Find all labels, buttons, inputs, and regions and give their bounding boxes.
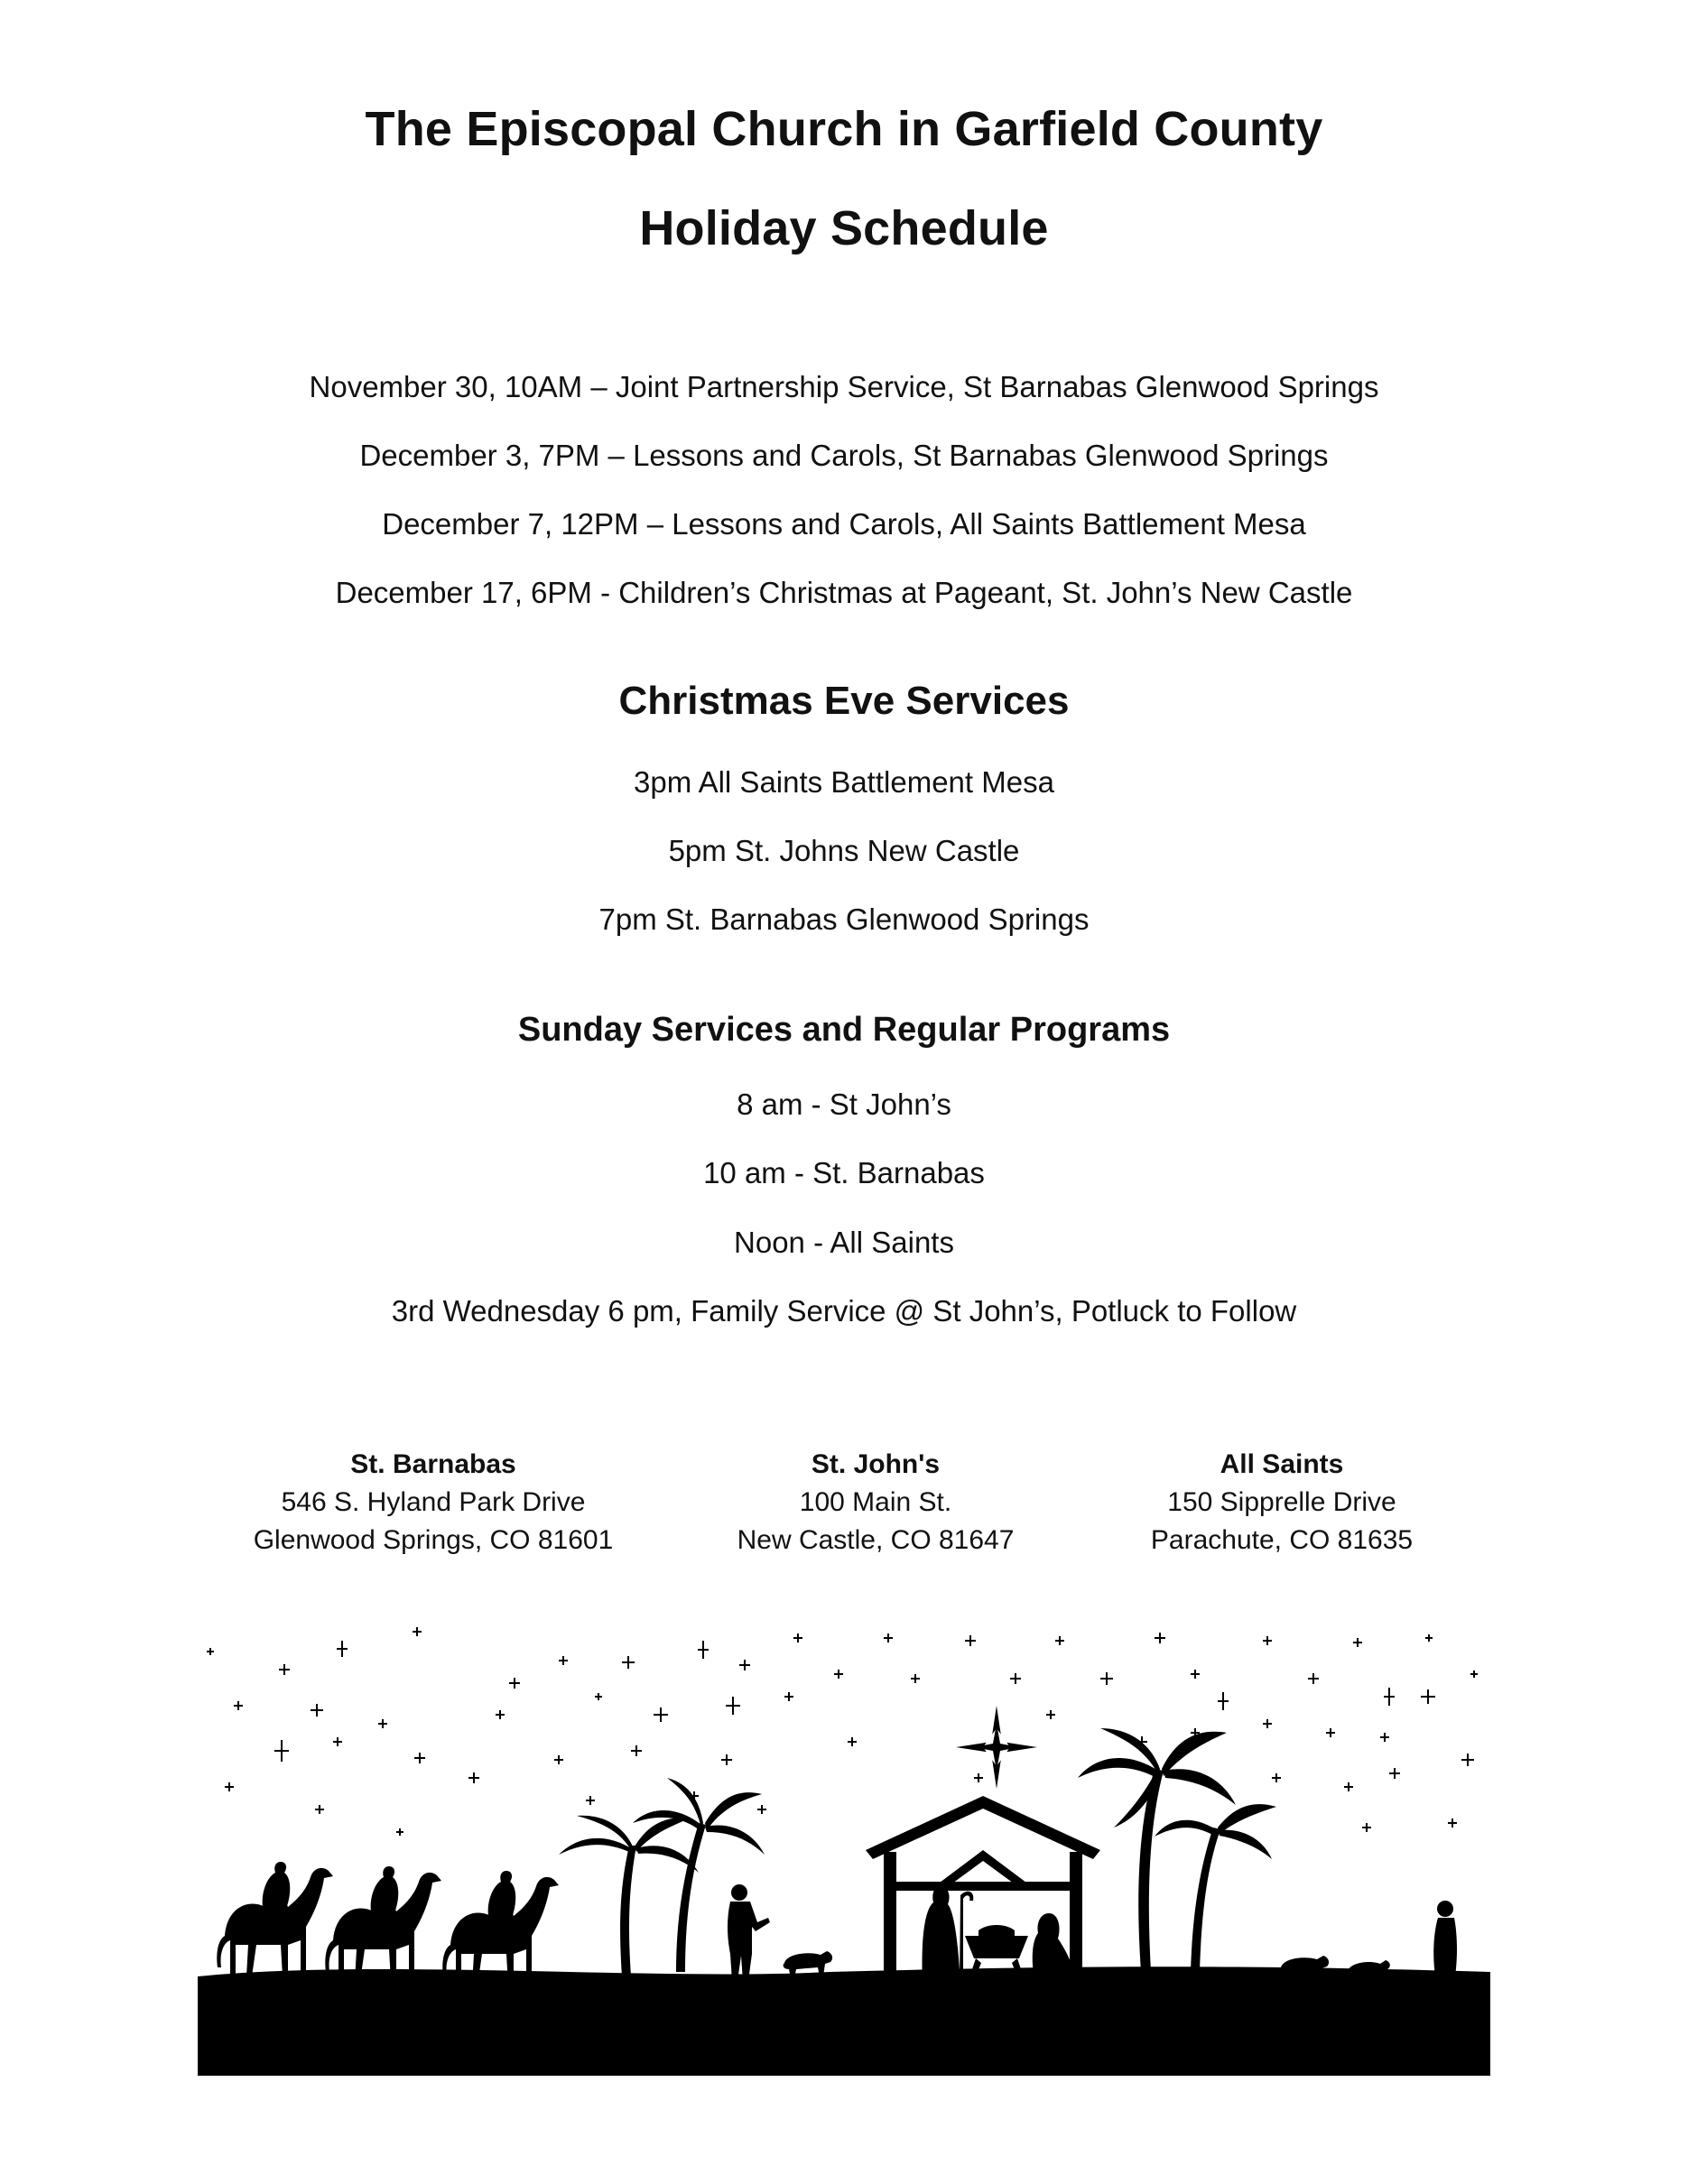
child-figure-icon [1433, 1901, 1457, 1981]
location-street: 100 Main St. [799, 1487, 952, 1517]
camel-3-icon [442, 1871, 559, 1985]
christmas-eve-item: 7pm St. Barnabas Glenwood Springs [598, 902, 1090, 936]
palm-trees-right-icon [1078, 1728, 1276, 1972]
page-subtitle: Holiday Schedule [639, 201, 1049, 255]
nativity-silhouette-icon [198, 1615, 1490, 2076]
location-st-barnabas [199, 1446, 668, 1559]
event-item: December 7, 12PM – Lessons and Carols, All Saints Battlement Mesa [382, 507, 1306, 541]
location-name: St. Barnabas [350, 1449, 516, 1479]
event-item: December 3, 7PM – Lessons and Carols, St Barnabas Glenwood Springs [359, 439, 1329, 472]
location-city: New Castle, CO 81647 [737, 1525, 1015, 1555]
event-item: November 30, 10AM – Joint Partnership Service, St Barnabas Glenwood Springs [309, 370, 1379, 403]
location-all-saints [1047, 1446, 1516, 1559]
stars-icon [207, 1627, 1478, 1836]
sunday-item: 10 am - St. Barnabas [703, 1156, 985, 1189]
shepherd-icon [728, 1884, 770, 1981]
christmas-eve-item: 5pm St. Johns New Castle [668, 834, 1020, 867]
location-city: Parachute, CO 81635 [1150, 1525, 1414, 1555]
camel-1-icon [217, 1862, 333, 1976]
sunday-item: 3rd Wednesday 6 pm, Family Service @ St John’s, Potluck to Follow [391, 1294, 1297, 1328]
sunday-heading: Sunday Services and Regular Programs [517, 1011, 1171, 1049]
location-street: 546 S. Hyland Park Drive [281, 1487, 586, 1517]
sunday-item: Noon - All Saints [734, 1226, 954, 1259]
location-st-johns [641, 1446, 1110, 1559]
location-name: All Saints [1220, 1449, 1344, 1479]
location-name: St. John's [811, 1449, 941, 1479]
location-street: 150 Sipprelle Drive [1167, 1487, 1396, 1517]
location-city: Glenwood Springs, CO 81601 [253, 1525, 614, 1555]
event-item: December 17, 6PM - Children’s Christmas at Pageant, St. John’s New Castle [335, 576, 1353, 609]
christmas-eve-heading: Christmas Eve Services [618, 679, 1070, 723]
ground-silhouette [198, 1967, 1490, 2076]
page-title: The Episcopal Church in Garfield County [365, 102, 1323, 156]
camel-2-icon [325, 1866, 441, 1981]
mary-icon [1033, 1913, 1074, 1985]
sunday-item: 8 am - St John’s [737, 1087, 951, 1121]
christmas-eve-item: 3pm All Saints Battlement Mesa [634, 765, 1054, 799]
